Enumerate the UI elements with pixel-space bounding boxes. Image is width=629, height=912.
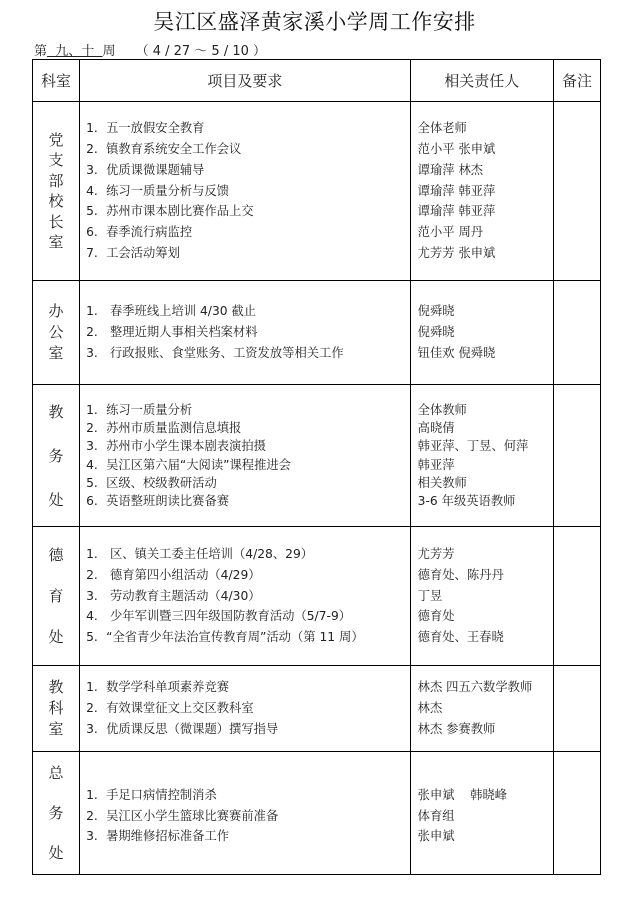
department-char: 处 (48, 490, 64, 509)
item-number: 1. (86, 304, 98, 319)
list-item (86, 677, 410, 698)
responsible-person: 谭瑜萍 林杰 (417, 162, 484, 177)
responsible-person: 3-6 年级英语教师 (417, 493, 516, 508)
item-text: 苏州市课本剧比赛作品上交 (106, 204, 254, 219)
responsible-person: 丁昱 (417, 588, 443, 603)
items-cell (80, 102, 411, 281)
list-item (86, 160, 410, 181)
list-item (86, 544, 410, 565)
responsible-person: 张申斌 韩晓峰 (417, 787, 508, 802)
responsible-person: 高晓倩 (417, 421, 455, 436)
list-item (86, 474, 410, 492)
responsible-list (411, 301, 553, 363)
item-number: 6. (86, 493, 98, 508)
item-text: 吴江区小学生篮球比赛赛前准备 (106, 808, 279, 823)
list-item (86, 401, 410, 419)
items-cell (80, 385, 411, 527)
department-cell (33, 527, 80, 666)
item-number: 1. (86, 547, 98, 561)
department-char: 室 (48, 720, 64, 738)
item-text: 劳动教育主题活动（4/30） (106, 588, 261, 603)
item-text: 区级、校级教研活动 (106, 475, 217, 490)
item-text: 苏州市小学生课本剧表演拍摄 (106, 439, 266, 454)
responsible-person: 倪舜晓 (417, 304, 455, 319)
week-numbers: 九、十 (47, 44, 103, 59)
list-item (86, 201, 410, 222)
items-list (80, 401, 410, 510)
department-char: 室 (48, 344, 64, 362)
department-char: 育 (48, 586, 64, 605)
department-char: 公 (48, 323, 64, 341)
list-item (86, 322, 410, 343)
list-item (86, 118, 410, 139)
responsible-list (411, 677, 553, 739)
date-range: （ 4 / 27 〜 5 / 10 ） (135, 44, 267, 59)
item-text: 区、镇关工委主任培训（4/28、29） (106, 547, 314, 561)
responsible-list (411, 544, 553, 648)
item-number: 3. (86, 588, 98, 603)
item-number: 5. (86, 204, 98, 219)
notes-cell (553, 752, 600, 875)
responsible-person: 韩亚萍 (417, 457, 455, 472)
document-title: 吴江区盛泽黄家溪小学周工作安排 (153, 10, 476, 34)
item-number: 2. (86, 567, 98, 582)
item-text: “全省青少年法治宣传教育周”活动（第 11 周） (106, 630, 364, 645)
items-cell (80, 527, 411, 666)
department-char: 长 (48, 212, 64, 231)
responsible-person: 倪舜晓 (417, 325, 455, 340)
list-item (86, 419, 410, 437)
responsible-person: 林杰 参赛教师 (417, 721, 496, 736)
item-number: 3. (86, 439, 98, 454)
department-char: 支 (48, 151, 64, 169)
department-char: 部 (48, 171, 64, 190)
responsible-person: 林杰 四五六数学教师 (417, 680, 533, 695)
responsible-person: 全体老师 (417, 121, 467, 136)
notes-cell (553, 666, 600, 752)
item-number: 2. (86, 325, 98, 340)
list-item (86, 719, 410, 740)
schedule-table (32, 59, 601, 875)
responsible-person: 钮佳欢 倪舜晓 (417, 345, 496, 360)
item-number: 3. (86, 162, 98, 177)
responsible-cell (410, 527, 553, 666)
item-number: 7. (86, 245, 98, 260)
list-item (86, 606, 410, 627)
list-item (86, 627, 410, 648)
items-cell (80, 666, 411, 752)
header-responsible: 相关责任人 (410, 60, 553, 102)
responsible-list (411, 401, 553, 510)
table-row (33, 385, 601, 527)
department-char: 处 (48, 844, 64, 862)
item-text: 优质课反思（微课题）撰写指导 (106, 721, 279, 736)
department-cell (33, 102, 80, 281)
notes-cell (553, 527, 600, 666)
notes-cell (553, 281, 600, 385)
items-list (80, 544, 410, 648)
item-number: 3. (86, 829, 98, 844)
items-list (80, 677, 410, 739)
item-text: 吴江区第六届“大阅读”课程推进会 (106, 457, 291, 472)
responsible-person: 全体教师 (417, 402, 467, 417)
notes-cell (553, 385, 600, 527)
responsible-list (411, 118, 553, 264)
item-text: 五一放假安全教育 (106, 121, 205, 136)
table-row (33, 102, 601, 281)
responsible-person: 相关教师 (417, 475, 467, 490)
department-char: 室 (48, 233, 64, 251)
responsible-person: 张申斌 (417, 829, 455, 844)
department-char: 教 (48, 402, 64, 421)
header-items: 项目及要求 (80, 60, 411, 102)
responsible-person: 林杰 (417, 701, 443, 716)
item-number: 1. (86, 680, 98, 695)
department-char: 务 (48, 446, 64, 465)
table-row (33, 752, 601, 875)
list-item (86, 456, 410, 474)
item-number: 2. (86, 421, 98, 436)
week-range-line (34, 40, 266, 59)
table-row (33, 527, 601, 666)
item-text: 练习一质量分析 (106, 402, 193, 417)
list-item (86, 301, 410, 322)
department-cell (33, 281, 80, 385)
table-row (33, 281, 601, 385)
department-cell (33, 385, 80, 527)
item-text: 苏州市质量监测信息填报 (106, 421, 242, 436)
responsible-person: 德育处 (417, 609, 455, 624)
item-text: 有效课堂征文上交区教科室 (106, 701, 254, 716)
list-item (86, 698, 410, 719)
department-char: 教 (48, 678, 64, 696)
item-number: 6. (86, 225, 98, 240)
item-number: 1. (86, 402, 98, 417)
list-item (86, 785, 410, 806)
department-char: 校 (48, 192, 64, 210)
item-number: 1. (86, 787, 98, 802)
list-item (86, 181, 410, 202)
list-item (86, 343, 410, 364)
department-char: 科 (48, 699, 64, 717)
item-number: 2. (86, 701, 98, 716)
item-text: 行政报账、食堂账务、工资发放等相关工作 (106, 345, 344, 360)
list-item (86, 586, 410, 607)
list-item (86, 243, 410, 264)
items-list (80, 785, 410, 847)
item-text: 镇教育系统安全工作会议 (106, 142, 242, 156)
department-cell (33, 666, 80, 752)
responsible-cell (410, 385, 553, 527)
week-suffix: 周 (102, 44, 116, 59)
responsible-person: 韩亚萍、丁昱、何萍 (417, 439, 529, 454)
item-number: 3. (86, 721, 98, 736)
responsible-cell (410, 281, 553, 385)
responsible-person: 德育处、王春晓 (417, 630, 504, 645)
list-item (86, 826, 410, 847)
responsible-list (411, 785, 553, 847)
list-item (86, 565, 410, 586)
item-text: 德育第四小组活动（4/29） (106, 567, 261, 582)
responsible-cell (410, 666, 553, 752)
responsible-person: 谭瑜萍 韩亚萍 (417, 204, 496, 219)
header-department: 科室 (33, 60, 80, 102)
responsible-person: 尤芳芳 (417, 547, 455, 561)
table-row (33, 666, 601, 752)
notes-cell (553, 102, 600, 281)
responsible-person: 尤芳芳 张申斌 (417, 245, 496, 260)
list-item (86, 806, 410, 827)
item-number: 2. (86, 808, 98, 823)
items-cell (80, 752, 411, 875)
items-list (80, 301, 410, 363)
item-text: 整理近期人事相关档案材料 (106, 325, 258, 340)
item-text: 暑期维修招标准备工作 (106, 829, 230, 844)
department-char: 处 (48, 627, 64, 646)
header-notes: 备注 (553, 60, 600, 102)
responsible-person: 谭瑜萍 韩亚萍 (417, 183, 496, 198)
responsible-person: 德育处、陈丹丹 (417, 567, 504, 582)
item-number: 4. (86, 457, 98, 472)
item-number: 1. (86, 121, 98, 136)
item-text: 春季班线上培训 4/30 截止 (106, 304, 257, 319)
responsible-cell (410, 752, 553, 875)
responsible-person: 范小平 周丹 (417, 225, 484, 240)
items-cell (80, 281, 411, 385)
department-char: 党 (48, 130, 64, 149)
department-char: 德 (48, 545, 64, 564)
item-text: 数学学科单项素养竞赛 (106, 680, 230, 695)
item-text: 少年军训暨三四年级国防教育活动（5/7-9） (106, 609, 352, 624)
item-number: 4. (86, 609, 98, 624)
department-cell (33, 752, 80, 875)
items-list (80, 118, 410, 264)
list-item (86, 437, 410, 455)
responsible-person: 范小平 张申斌 (417, 142, 496, 156)
item-text: 工会活动筹划 (106, 245, 180, 260)
item-number: 3. (86, 345, 98, 360)
item-number: 2. (86, 142, 98, 156)
list-item (86, 492, 410, 510)
week-prefix: 第 (34, 44, 48, 59)
responsible-person: 体育组 (417, 808, 455, 823)
item-text: 优质课微课题辅导 (106, 162, 205, 177)
list-item (86, 222, 410, 243)
item-text: 手足口病情控制消杀 (106, 787, 217, 802)
item-text: 英语整班朗读比赛备赛 (106, 493, 230, 508)
department-char: 办 (48, 302, 64, 320)
item-text: 练习一质量分析与反馈 (106, 183, 230, 198)
item-number: 4. (86, 183, 98, 198)
department-char: 总 (48, 764, 64, 782)
table-header-row (33, 60, 601, 102)
item-number: 5. (86, 630, 98, 645)
department-char: 务 (48, 804, 64, 822)
item-text: 春季流行病监控 (106, 225, 193, 240)
item-number: 5. (86, 475, 98, 490)
list-item (86, 139, 410, 160)
responsible-cell (410, 102, 553, 281)
